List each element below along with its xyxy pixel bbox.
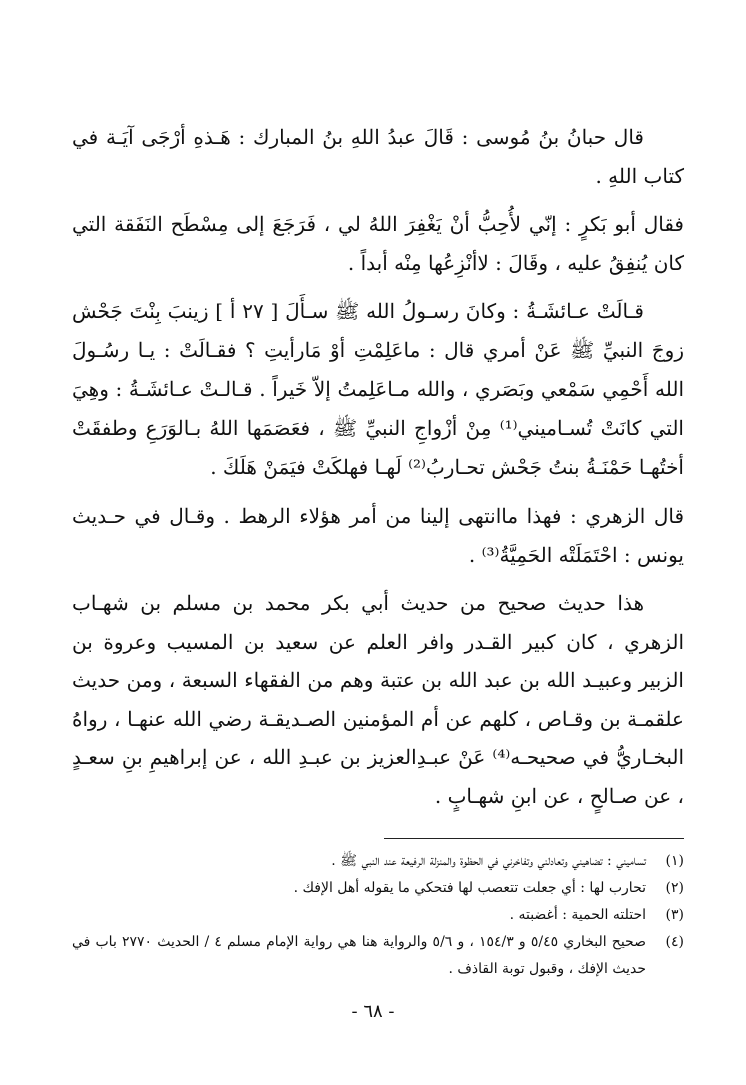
paragraph-4: قال الزهري : فهذا ماانتهى إلينا من أمر هؤلاء الرهط . وقـال في حـديث يونس : احْتَمَلَتْه الحَمِيَّةُ⁽³⁾ .	[72, 504, 684, 567]
footnote-text: تحارب لها : أي جعلت تتعصب لها فتحكي ما يقوله أهل الإفك .	[293, 880, 646, 896]
footnote-text: احتلته الحمية : أغضبته .	[509, 907, 646, 923]
paragraph-1: قال حبانُ بنُ مُوسى : قَالَ عبدُ اللهِ بنُ المبارك : هَـذهِ أرْجَى آيَـة في كتاب اللهِ .	[72, 125, 684, 188]
main-text	[72, 118, 684, 825]
footnote-text: صحيح البخاري ٥/٤٥ و ١٥٤/٣ ، و ٥/٦ والرواية هنا هي رواية الإمام مسلم ٤ / الحديث ٢٧٧٠ باب في حديث الإفك ، وقبول توبة القاذف .	[72, 934, 646, 977]
footnote-1	[72, 848, 684, 875]
footnote-3	[72, 902, 684, 929]
paragraph-3: قـالَتْ عـائشَـةُ : وكانَ رسـولُ الله ﷺ سـأَلَ [ ٢٧ أ ] زينبَ بِنْتَ جَحْش زوجَ النبيِّ ﷺ عَنْ أمري قال : ماعَلِمْتِ أوْ مَارأيتِ ؟ فقـالَتْ : يـا رسُـولَ الله أَحْمِي سَمْعي وبَصَري ، والله مـاعَلِمتُ إلاّ خَيراً . قـالـتْ عـائشَـةُ : وهِيَ التي كانَتْ تُسـاميني⁽¹⁾ مِنْ أزْواجِ النبيِّ ﷺ ، فعَصَمَها اللهُ بـالوَرَعِ وطفقَتْ أختُهـا حَمْنَـةُ بنتُ جَحْش تحـاربُ⁽²⁾ لَهـا فهلكَتْ فيَمَنْ هَلَكَ .	[72, 299, 684, 479]
paragraph-2: فقال أبو بَكرٍ : إنّي لأُحِبُّ أنْ يَغْفِرَ اللهُ لي ، فَرَجَعَ إلى مِسْطَح النَفَقة التي كان يُنفِقُ عليه ، وقَالَ : لاأنْزِعُها مِنْه أبداً .	[72, 212, 684, 275]
page-number: - ٦٨ -	[351, 1001, 395, 1022]
footnote-4	[72, 929, 684, 983]
footnote-number: (٣)	[665, 907, 684, 923]
footnote-text: تساميني : تضاهيني وتعادلني وتفاخرني في الحظوة والمنزلة الرفيعة عند النبي ﷺ .	[331, 853, 646, 869]
footnote-number: (٢)	[665, 880, 684, 896]
footnote-separator	[384, 838, 684, 839]
paragraph-5: هذا حديث صحيح من حديث أبي بكر محمد بن مسلم بن شهـاب الزهري ، كان كبير القـدر وافر العلم عن سعيد بن المسيب وعروة بن الزبير وعبيـد الله بن عبد الله بن عتبة وهم من الفقهاء السبعة ، ومن حديث علقمـة بن وقـاص ، كلهم عن أم المؤمنين الصـديقـة رضي الله عنهـا ، رواهُ البخـاريُّ في صحيحـه⁽⁴⁾ عَنْ عبـدِالعزيز بن عبـدِ الله ، عن إبراهيمِ بنِ سعـدٍ ، عن صـالحٍ ، عن ابنِ شهـابٍ .	[72, 591, 685, 808]
footnote-number: (١)	[665, 853, 684, 869]
footnotes	[72, 848, 684, 983]
footnote-2	[72, 875, 684, 902]
footnote-number: (٤)	[665, 934, 684, 950]
